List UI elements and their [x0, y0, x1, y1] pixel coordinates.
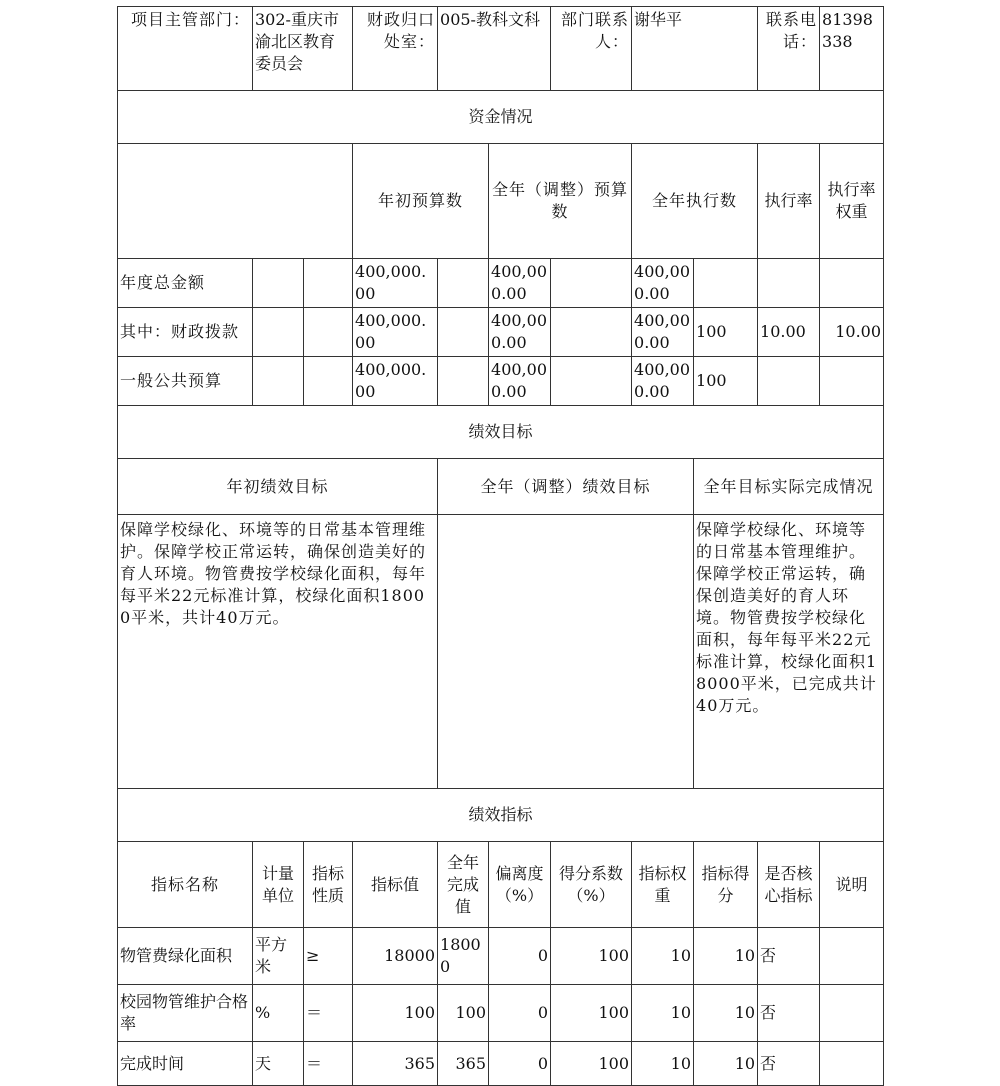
funds-adjusted: 400,000.00	[489, 308, 551, 357]
funds-col-executed: 全年执行数	[632, 144, 758, 259]
funds-row-label: 年度总金额	[118, 259, 253, 308]
ind-col-unit: 计量单位	[253, 842, 304, 928]
ind-weight: 10	[632, 1042, 694, 1086]
ind-score: 10	[694, 985, 758, 1042]
goals-section-title: 绩效目标	[118, 406, 884, 459]
funds-score: 10.00	[820, 308, 884, 357]
funds-score	[820, 259, 884, 308]
ind-col-coef: 得分系数（%）	[551, 842, 632, 928]
funds-weight	[758, 259, 820, 308]
ind-col-score: 指标得分	[694, 842, 758, 928]
performance-report-table	[117, 6, 884, 1086]
contact-label: 部门联系人：	[551, 7, 632, 91]
ind-unit: %	[253, 985, 304, 1042]
contact-value: 谢华平	[632, 7, 758, 91]
funds-section-title: 资金情况	[118, 91, 884, 144]
ind-unit: 平方米	[253, 928, 304, 985]
funds-row-label: 一般公共预算	[118, 357, 253, 406]
ind-nature: ＝	[304, 1042, 353, 1086]
header-row	[118, 7, 884, 91]
phone-label: 联系电话：	[758, 7, 820, 91]
funds-row	[118, 259, 884, 308]
funds-executed: 400,000.00	[632, 259, 694, 308]
funds-adjusted: 400,000.00	[489, 259, 551, 308]
ind-unit: 天	[253, 1042, 304, 1086]
ind-col-core: 是否核心指标	[758, 842, 820, 928]
ind-col-nature: 指标性质	[304, 842, 353, 928]
dept-label: 项目主管部门：	[118, 7, 253, 91]
funds-rate: 100	[694, 308, 758, 357]
ind-name: 校园物管维护合格率	[118, 985, 253, 1042]
ind-col-deviation: 偏离度（%）	[489, 842, 551, 928]
goals-col-initial: 年初绩效目标	[118, 459, 438, 515]
funds-initial: 400,000.00	[353, 259, 438, 308]
funds-row-label: 其中：财政拨款	[118, 308, 253, 357]
funds-row	[118, 357, 884, 406]
ind-name: 物管费绿化面积	[118, 928, 253, 985]
goals-header-row	[118, 459, 884, 515]
goals-adjusted-text	[438, 515, 694, 789]
ind-name: 完成时间	[118, 1042, 253, 1086]
indicators-section-title: 绩效指标	[118, 789, 884, 842]
ind-col-value: 指标值	[353, 842, 438, 928]
ind-note	[820, 985, 884, 1042]
ind-core: 否	[758, 1042, 820, 1086]
funds-rate	[694, 259, 758, 308]
finance-value: 005-教科文科	[438, 7, 551, 91]
ind-core: 否	[758, 985, 820, 1042]
goals-col-actual: 全年目标实际完成情况	[694, 459, 884, 515]
ind-coef: 100	[551, 1042, 632, 1086]
ind-value: 100	[353, 985, 438, 1042]
ind-deviation: 0	[489, 1042, 551, 1086]
goals-initial-text: 保障学校绿化、环境等的日常基本管理维护。保障学校正常运转，确保创造美好的育人环境。物管费按学校绿化面积，每年每平米22元标准计算，校绿化面积18000平米，共计40万元。	[118, 515, 438, 789]
funds-rate: 100	[694, 357, 758, 406]
ind-value: 18000	[353, 928, 438, 985]
funds-col-adjusted: 全年（调整）预算数	[489, 144, 632, 259]
ind-deviation: 0	[489, 985, 551, 1042]
ind-deviation: 0	[489, 928, 551, 985]
funds-weight	[758, 357, 820, 406]
ind-note	[820, 1042, 884, 1086]
ind-score: 10	[694, 1042, 758, 1086]
indicator-row	[118, 985, 884, 1042]
funds-adjusted: 400,000.00	[489, 357, 551, 406]
indicator-row	[118, 928, 884, 985]
goals-col-adjusted: 全年（调整）绩效目标	[438, 459, 694, 515]
goals-actual-text: 保障学校绿化、环境等的日常基本管理维护。保障学校正常运转，确保创造美好的育人环境。物管费按学校绿化面积，每年每平米22元标准计算，校绿化面积18000平米，已完成共计40万元。	[694, 515, 884, 789]
ind-coef: 100	[551, 985, 632, 1042]
funds-initial: 400,000.00	[353, 308, 438, 357]
funds-col-rate: 执行率	[758, 144, 820, 259]
ind-col-weight: 指标权重	[632, 842, 694, 928]
funds-weight: 10.00	[758, 308, 820, 357]
funds-col-initial: 年初预算数	[353, 144, 489, 259]
ind-complete: 365	[438, 1042, 489, 1086]
goals-content-row	[118, 515, 884, 789]
ind-weight: 10	[632, 928, 694, 985]
ind-value: 365	[353, 1042, 438, 1086]
ind-nature: ＝	[304, 985, 353, 1042]
ind-coef: 100	[551, 928, 632, 985]
funds-executed: 400,000.00	[632, 357, 694, 406]
ind-nature: ≥	[304, 928, 353, 985]
ind-complete: 18000	[438, 928, 489, 985]
funds-score	[820, 357, 884, 406]
ind-complete: 100	[438, 985, 489, 1042]
ind-score: 10	[694, 928, 758, 985]
dept-value: 302-重庆市渝北区教育委员会	[253, 7, 353, 91]
indicator-row	[118, 1042, 884, 1086]
funds-initial: 400,000.00	[353, 357, 438, 406]
ind-core: 否	[758, 928, 820, 985]
finance-label: 财政归口处室：	[353, 7, 438, 91]
ind-note	[820, 928, 884, 985]
funds-header-row	[118, 144, 884, 259]
ind-col-name: 指标名称	[118, 842, 253, 928]
ind-col-note: 说明	[820, 842, 884, 928]
ind-col-complete: 全年完成值	[438, 842, 489, 928]
ind-weight: 10	[632, 985, 694, 1042]
funds-col-weight: 执行率权重	[820, 144, 884, 259]
indicators-header-row	[118, 842, 884, 928]
funds-row	[118, 308, 884, 357]
funds-executed: 400,000.00	[632, 308, 694, 357]
phone-value: 81398338	[820, 7, 884, 91]
